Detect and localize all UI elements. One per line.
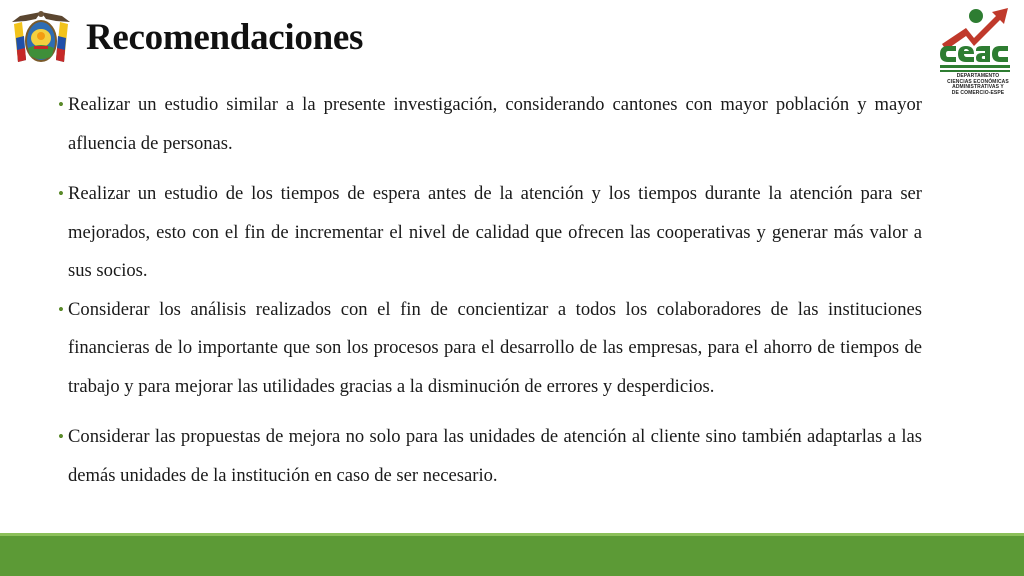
bullet-icon: • [58,184,64,203]
bullet-text: Considerar las propuestas de mejora no solo para las unidades de atención al cliente sino también adaptarlas a las demás unidades de la institución en caso de ser necesario. [68,426,922,486]
bullet-icon: • [58,95,64,114]
logo-caption-line: DE COMERCIO-ESPE [951,89,1005,96]
recommendation-list [58,86,922,495]
bullet-text: Considerar los análisis realizados con el fin de concientizar a todos los colaboradores de las instituciones financieras de lo importante que son los procesos para el desarrollo de las empresas, para el ahorro de tiempos de trabajo y para mejorar las utilidades gracias a la disminución de errores y desperdicios. [68,298,922,397]
list-item [58,291,922,407]
footer-bar [0,533,1024,576]
bullet-text: Realizar un estudio de los tiempos de espera antes de la atención y los tiempos durante la atención para ser mejorados, esto con el fin de incrementar el nivel de calidad que ofrecen las cooperativas y generar más valor a sus socios. [68,183,922,281]
footer-stripe [0,533,1024,536]
ceac-logo-caption [936,74,1020,96]
list-item [58,418,922,495]
logo-caption-line: DEPARTAMENTO [956,73,1000,79]
bullet-icon: • [58,427,64,446]
coat-of-arms-logo [8,8,74,66]
bullet-text: Realizar un estudio similar a la presente investigación, considerando cantones con mayor población y mayor afluencia de personas. [68,94,922,154]
logo-caption-line: CIENCIAS ECONÓMICAS [947,78,1009,85]
bullet-icon: • [58,299,64,319]
page-title: Recomendaciones [86,17,364,58]
coat-of-arms-icon [8,8,74,66]
ceac-logo-icon [936,6,1020,74]
list-item [58,175,922,291]
list-item [58,86,922,163]
ceac-logo [936,6,1020,94]
logo-caption-line: ADMINISTRATIVAS Y [952,84,1004,91]
